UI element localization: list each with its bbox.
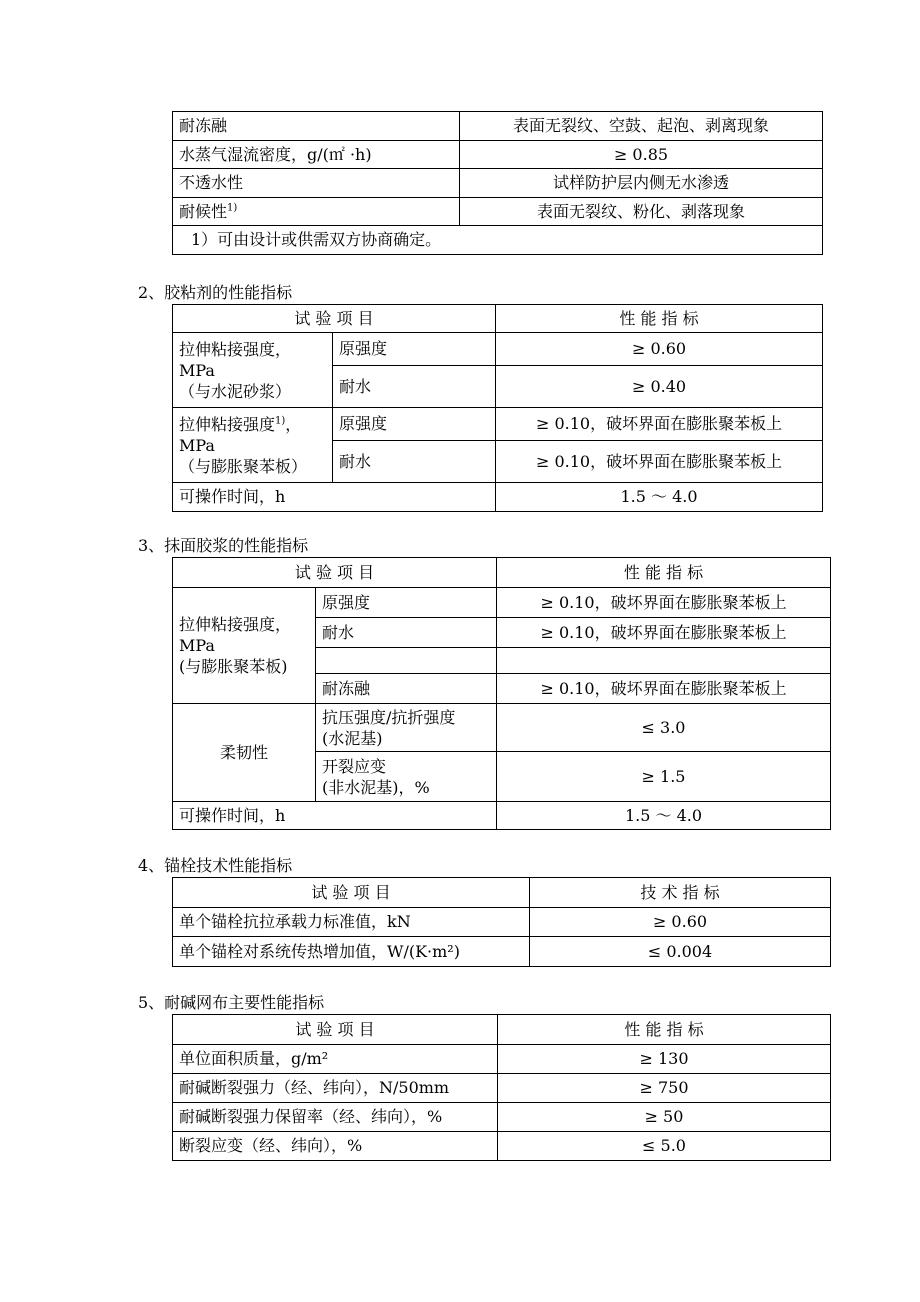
value-cell: ≤ 3.0 <box>497 704 831 752</box>
header-value: 技 术 指 标 <box>530 878 831 908</box>
value-cell: ≥ 0.10，破坏界面在膨胀聚苯板上 <box>497 618 831 648</box>
label-line: 拉伸粘接强度， <box>179 615 292 634</box>
value-cell: ≤ 5.0 <box>498 1132 831 1161</box>
value-cell: 1.5 ～ 4.0 <box>496 483 823 512</box>
header-value: 性 能 指 标 <box>498 1015 831 1045</box>
anchor-table <box>172 877 831 967</box>
sub-item <box>316 648 497 674</box>
item-cell: 水蒸气湿流密度，g/(㎡ ·h) <box>173 141 460 169</box>
section-heading: 5、耐碱网布主要性能指标 <box>138 993 325 1012</box>
header-value: 性 能 指 标 <box>497 558 831 588</box>
value-cell: ≥ 750 <box>498 1074 831 1103</box>
item-cell: 单个锚栓对系统传热增加值，W/(K·m²) <box>173 937 530 967</box>
render-mortar-table <box>172 557 831 830</box>
item-cell: 耐碱断裂强力（经、纬向），N/50mm <box>173 1074 498 1103</box>
header-item: 试 验 项 目 <box>173 305 496 333</box>
value-cell <box>497 648 831 674</box>
sub-item: 开裂应变 (非水泥基)，% <box>316 752 497 802</box>
sub-item: 原强度 <box>333 333 496 366</box>
table-row <box>173 112 823 141</box>
group-label: 柔韧性 <box>173 704 316 802</box>
value-cell: ≥ 0.60 <box>496 333 823 366</box>
table-row <box>173 588 831 618</box>
value-cell: ≥ 1.5 <box>497 752 831 802</box>
table-row <box>173 226 823 255</box>
table-row <box>173 908 831 937</box>
sub-item: 抗压强度/抗折强度 (水泥基) <box>316 704 497 752</box>
value-cell: ≥ 0.85 <box>460 141 823 169</box>
value-cell: ≤ 0.004 <box>530 937 831 967</box>
label-line: （与水泥砂浆） <box>179 381 292 401</box>
value-cell: 1.5 ～ 4.0 <box>497 802 831 830</box>
sub-item: 耐水 <box>333 441 496 483</box>
table-row <box>173 483 823 512</box>
weathering-table <box>172 111 823 255</box>
adhesive-table <box>172 304 823 512</box>
value-cell: ≥ 0.10，破坏界面在膨胀聚苯板上 <box>497 588 831 618</box>
group-label <box>173 588 316 704</box>
header-value: 性 能 指 标 <box>496 305 823 333</box>
table-header-row <box>173 1015 831 1045</box>
header-item: 试 验 项 目 <box>173 558 497 588</box>
item-cell: 单个锚栓抗拉承载力标准值，kN <box>173 908 530 937</box>
footnote-mark: 1) <box>227 202 238 214</box>
sub-item: 耐水 <box>316 618 497 648</box>
label-line: 拉伸粘接强度， <box>179 339 292 359</box>
table-row <box>173 937 831 967</box>
value-cell: 表面无裂纹、粉化、剥落现象 <box>460 198 823 226</box>
table-row <box>173 141 823 169</box>
item-cell: 单位面积质量，g/m² <box>173 1045 498 1074</box>
table-header-row <box>173 558 831 588</box>
table-row <box>173 1045 831 1074</box>
footnote-cell: 1）可由设计或供需双方协商确定。 <box>173 226 823 255</box>
label-line: 拉伸粘接强度$^{1)}$， <box>179 414 302 434</box>
table-row <box>173 408 823 441</box>
item-text: 耐候性 <box>179 201 228 221</box>
value-cell: 试样防护层内侧无水渗透 <box>460 169 823 198</box>
section-heading: 2、胶粘剂的性能指标 <box>138 283 293 302</box>
sub-item: 耐冻融 <box>316 674 497 704</box>
sub-item: 原强度 <box>316 588 497 618</box>
table-row <box>173 169 823 198</box>
header-item: 试 验 项 目 <box>173 878 530 908</box>
table-row <box>173 1074 831 1103</box>
item-cell: 可操作时间，h <box>173 802 497 830</box>
group-label <box>173 333 333 408</box>
section-heading: 3、抹面胶浆的性能指标 <box>138 536 309 555</box>
table-header-row <box>173 305 823 333</box>
item-cell: 耐碱断裂强力保留率（经、纬向），% <box>173 1103 498 1132</box>
item-cell <box>173 198 460 226</box>
table-row <box>173 333 823 366</box>
header-item: 试 验 项 目 <box>173 1015 498 1045</box>
table-row <box>173 802 831 830</box>
label-line: MPa <box>179 360 215 380</box>
item-cell: 可操作时间，h <box>173 483 496 512</box>
label-line: MPa <box>179 435 215 455</box>
value-cell: ≥ 0.10，破坏界面在膨胀聚苯板上 <box>496 441 823 483</box>
label-line: （与膨胀聚苯板） <box>179 456 308 476</box>
label-line: (与膨胀聚苯板) <box>179 657 288 676</box>
table-row <box>173 1103 831 1132</box>
table-row <box>173 198 823 226</box>
label-line: MPa <box>179 636 215 655</box>
table-header-row <box>173 878 831 908</box>
table-row <box>173 704 831 752</box>
value-cell: ≥ 0.10，破坏界面在膨胀聚苯板上 <box>497 674 831 704</box>
value-cell: ≥ 0.10，破坏界面在膨胀聚苯板上 <box>496 408 823 441</box>
group-label <box>173 408 333 483</box>
sub-item: 耐水 <box>333 366 496 408</box>
value-cell: ≥ 130 <box>498 1045 831 1074</box>
value-cell: ≥ 0.40 <box>496 366 823 408</box>
item-cell: 不透水性 <box>173 169 460 198</box>
section-heading: 4、锚栓技术性能指标 <box>138 856 293 875</box>
sub-item: 原强度 <box>333 408 496 441</box>
item-cell: 耐冻融 <box>173 112 460 141</box>
value-cell: ≥ 0.60 <box>530 908 831 937</box>
value-cell: ≥ 50 <box>498 1103 831 1132</box>
value-cell: 表面无裂纹、空鼓、起泡、剥离现象 <box>460 112 823 141</box>
table-row <box>173 1132 831 1161</box>
mesh-table <box>172 1014 831 1161</box>
item-cell: 断裂应变（经、纬向），% <box>173 1132 498 1161</box>
